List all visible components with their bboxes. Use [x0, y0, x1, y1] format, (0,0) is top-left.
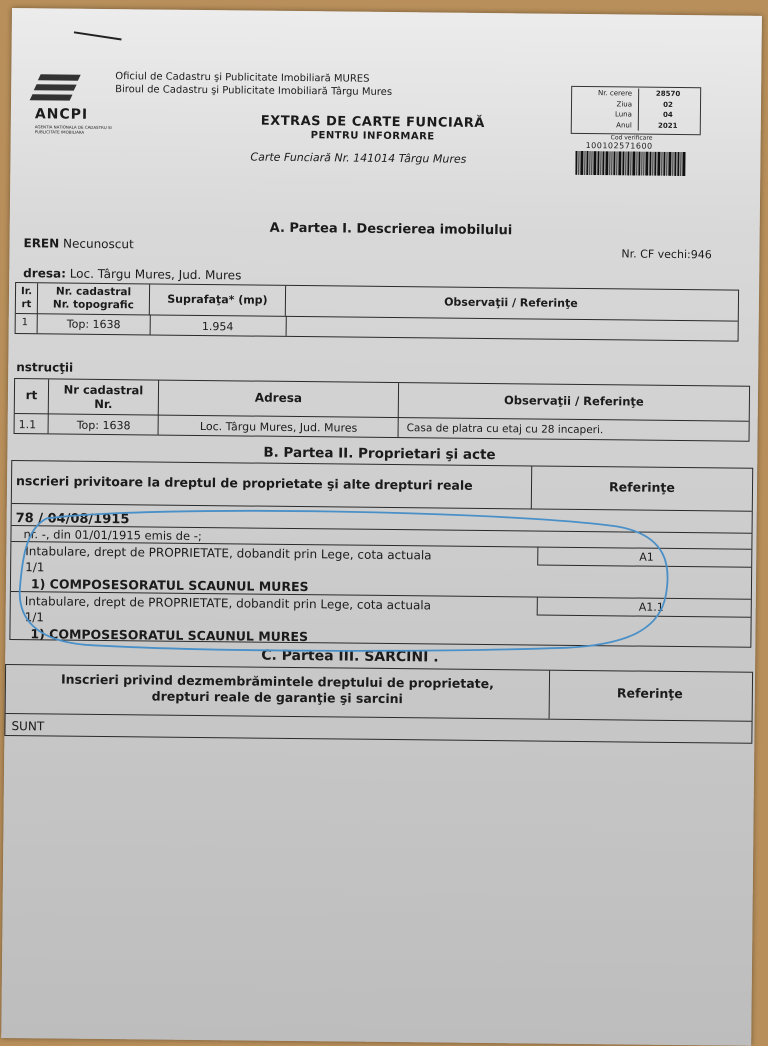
pen-annotation	[5, 498, 687, 665]
constr-row-address: Loc. Târgu Mures, Jud. Mures	[199, 419, 358, 435]
encumbrances-table	[4, 664, 753, 744]
land-row-topo: Top: 1638	[66, 317, 121, 332]
office-line-1: Oficiul de Cadastru şi Publicitate Imobiliară MURES	[115, 71, 370, 85]
col-cadastral: Nr. cadastral Nr. topografic	[38, 283, 150, 314]
col-area: Suprafaţa* (mp)	[150, 284, 286, 315]
encumbrances-col-main: Inscrieri privind dezmembrămintele dreptului de proprietate, drepturi reale de garanţie şi sarcini	[6, 665, 550, 719]
constr-col-cadastral: Nr cadastral Nr.	[49, 379, 160, 434]
ownership-share: 1/1	[24, 610, 45, 625]
barcode	[575, 151, 705, 176]
ownership-share: 1/1	[25, 560, 45, 575]
address-line	[23, 266, 241, 282]
ownership-col-ref: Referinţe	[609, 479, 676, 495]
constr-col-observations: Observaţii / Referinţe	[503, 393, 644, 409]
carte-funciara-number: Carte Funciară Nr. 141014 Târgu Mures	[250, 150, 467, 166]
verification-code: 100102571600	[585, 141, 653, 151]
encumbrances-col-ref: Referinţe	[616, 685, 683, 702]
part1-heading: A. Partea I. Descrierea imobilului	[269, 220, 513, 239]
constr-row-nr: 1.1	[18, 418, 37, 432]
land-row-area: 1.954	[201, 320, 234, 334]
constructions-table	[14, 378, 751, 442]
ownership-owner: 1) COMPOSESORATUL SCAUNUL MURES	[30, 626, 309, 645]
teren-label: EREN	[23, 236, 60, 251]
encumbrances-row: SUNT	[11, 719, 45, 734]
teren-value: Necunoscut	[62, 236, 134, 252]
constructions-label: nstrucţii	[16, 360, 74, 375]
request-month: 04	[663, 110, 673, 119]
request-number: 28570	[655, 89, 681, 99]
land-row-nr: 1	[21, 317, 29, 329]
col-observations: Observaţii / Referinţe	[444, 295, 578, 310]
document-page	[1, 8, 762, 1046]
ownership-ref: A1	[639, 550, 654, 564]
constr-row-observations: Casa de platra cu etaj cu 28 incaperi.	[406, 422, 604, 437]
cf-old-number: Nr. CF vechi:946	[621, 247, 712, 262]
ancpi-logo	[33, 68, 114, 149]
logo-subtext: AGENTIA NATIONALA DE CADASTRU SI PUBLICITATE IMOBILIARA	[34, 124, 112, 135]
request-day: 02	[663, 100, 673, 109]
part3-heading: C. Partea III. SARCINI .	[261, 647, 439, 666]
col-nr: Ir. rt	[16, 283, 39, 333]
ownership-text: Intabulare, drept de PROPRIETATE, dobandit prin Lege, cota actuala	[25, 544, 432, 563]
address-value: Loc. Târgu Mures, Jud. Mures	[69, 266, 242, 283]
request-label: Nr. cerere	[597, 89, 633, 98]
entry-act: nr. -, din 01/01/1915 emis de -;	[23, 527, 202, 544]
ownership-ref: A1.1	[638, 600, 664, 614]
teren-line	[23, 236, 133, 251]
month-label: Luna	[614, 110, 632, 119]
address-label: dresa:	[23, 266, 66, 281]
land-table	[15, 282, 740, 342]
constr-col-address: Adresa	[159, 381, 400, 438]
constr-row-topo: Top: 1638	[76, 418, 131, 433]
verification-label: Cod verificare	[610, 134, 653, 142]
office-line-2: Biroul de Cadastru şi Publicitate Imobiliară Târgu Mures	[115, 84, 393, 98]
day-label: Ziua	[616, 99, 633, 108]
constr-col-nr: rt	[15, 379, 50, 433]
request-box	[571, 86, 701, 135]
document-title: EXTRAS DE CARTE FUNCIARĂ	[260, 113, 485, 131]
part2-heading: B. Partea II. Proprietari şi acte	[263, 444, 496, 464]
request-year: 2021	[658, 121, 678, 130]
year-label: Anul	[616, 120, 632, 129]
ownership-col-main: nscrieri privitoare la dreptul de proprietate şi alte drepturi reale	[12, 461, 532, 508]
entry-number: 78 / 04/08/1915	[15, 511, 130, 528]
ownership-owner: 1) COMPOSESORATUL SCAUNUL MURES	[30, 576, 309, 595]
document-subtitle: PENTRU INFORMARE	[310, 130, 435, 143]
ownership-text: Intabulare, drept de PROPRIETATE, dobandit prin Lege, cota actuala	[24, 594, 432, 613]
pen-mark	[74, 31, 122, 40]
logo-text: ANCPI	[34, 106, 89, 123]
